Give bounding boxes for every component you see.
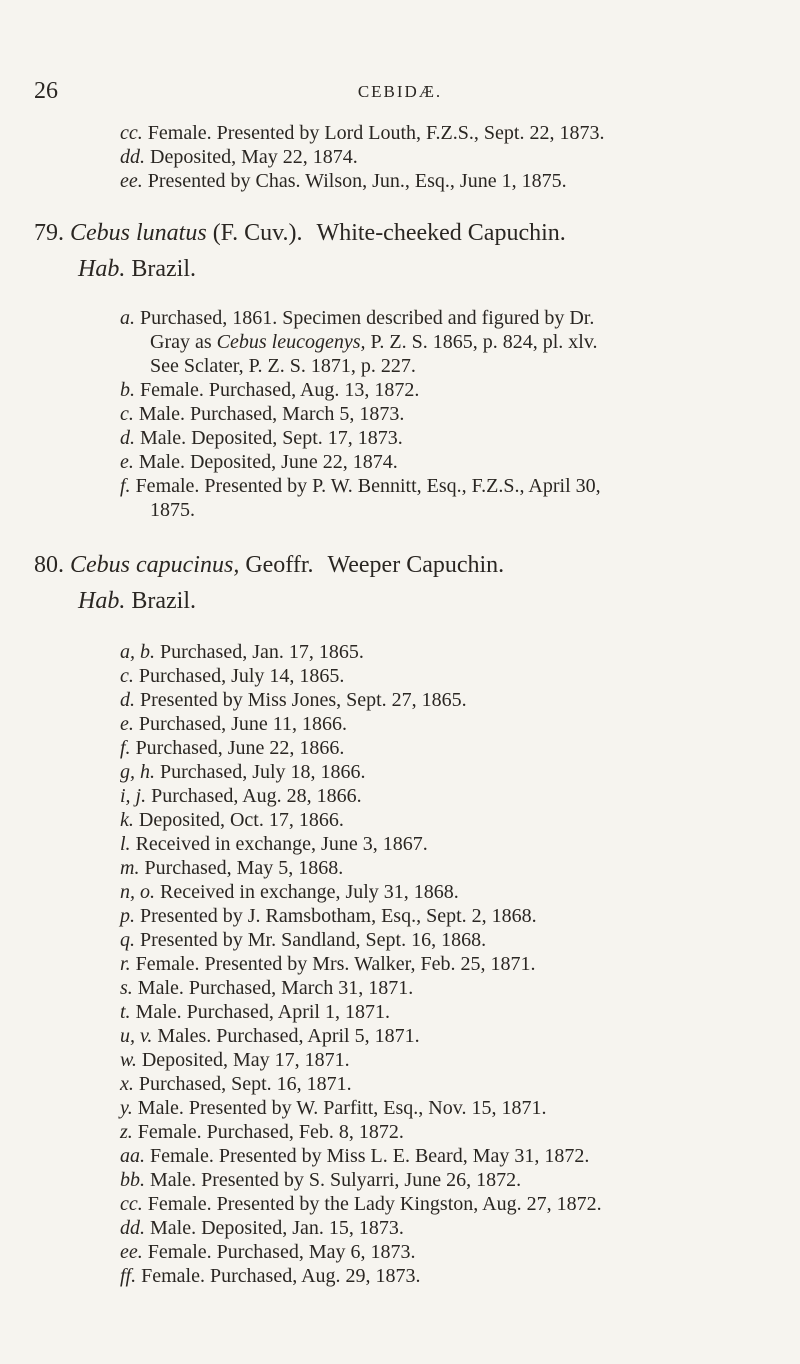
- entry-text: Gray as: [150, 331, 212, 353]
- entry-line: [120, 450, 398, 474]
- entry-label: dd.: [120, 146, 145, 168]
- entry-line: [120, 1216, 404, 1240]
- entry-label: n, o.: [120, 881, 155, 903]
- entry-continuation: [150, 330, 598, 354]
- entry-label: e.: [120, 713, 134, 735]
- species-number: 79.: [34, 220, 64, 246]
- entry-text: Received in exchange, June 3, 1867.: [135, 833, 428, 855]
- entry-label: r.: [120, 953, 131, 975]
- entry-text: 1875.: [150, 499, 195, 521]
- entry-line: [120, 145, 358, 169]
- entry-text: Deposited, May 22, 1874.: [150, 146, 358, 168]
- entry-label: cc.: [120, 122, 143, 144]
- entry-text: Male. Presented by W. Parfitt, Esq., Nov. 15, 1871.: [137, 1097, 547, 1119]
- hab-label: Hab.: [78, 588, 126, 614]
- entry-text: Presented by Mr. Sandland, Sept. 16, 1868.: [140, 929, 487, 951]
- entry-line: [120, 856, 343, 880]
- entry-text: Male. Deposited, June 22, 1874.: [138, 451, 398, 473]
- entry-text: Presented by Miss Jones, Sept. 27, 1865.: [140, 689, 467, 711]
- entry-line: [120, 1096, 546, 1120]
- entry-line: [120, 1144, 589, 1168]
- entry-line: [120, 952, 536, 976]
- entry-text: Female. Presented by the Lady Kingston, Aug. 27, 1872.: [147, 1193, 602, 1215]
- entry-label: d.: [120, 689, 135, 711]
- entry-label: aa.: [120, 1145, 145, 1167]
- species-latin-name: Cebus lunatus: [70, 220, 207, 246]
- entry-label: s.: [120, 977, 133, 999]
- entry-label: i, j.: [120, 785, 147, 807]
- species-latin-name: Cebus capucinus,: [70, 552, 240, 578]
- entry-label: c.: [120, 403, 134, 425]
- entry-line: [120, 688, 467, 712]
- entry-text: Female. Purchased, May 6, 1873.: [147, 1241, 416, 1263]
- entry-text: Purchased, 1861. Specimen described and figured by Dr.: [140, 307, 595, 329]
- entry-text: Male. Purchased, April 1, 1871.: [135, 1001, 390, 1023]
- page-header: [0, 78, 800, 110]
- entry-label: b.: [120, 379, 135, 401]
- entry-line: [120, 1000, 390, 1024]
- entry-line: [120, 1192, 602, 1216]
- species-80-habitat: [78, 586, 196, 616]
- species-common-name: White-cheeked Capuchin.: [316, 220, 566, 246]
- entry-line: [120, 121, 604, 145]
- entry-text: Male. Purchased, March 5, 1873.: [138, 403, 405, 425]
- entry-text: Purchased, July 14, 1865.: [138, 665, 345, 687]
- species-79-heading: [34, 218, 566, 248]
- entry-line: [120, 169, 567, 193]
- entry-label: ff.: [120, 1265, 137, 1287]
- entry-line: [120, 832, 428, 856]
- entry-label: e.: [120, 451, 134, 473]
- running-head: CEBIDÆ.: [357, 82, 443, 101]
- entry-label: x.: [120, 1073, 134, 1095]
- entry-text: Female. Presented by P. W. Bennitt, Esq., F.Z.S., April 30,: [135, 475, 601, 497]
- entry-label: g, h.: [120, 761, 155, 783]
- species-number: 80.: [34, 552, 64, 578]
- species-authority: Geoffr.: [245, 552, 314, 578]
- entry-text: Males. Purchased, April 5, 1871.: [157, 1025, 420, 1047]
- entry-label: bb.: [120, 1169, 145, 1191]
- entry-line: [120, 306, 594, 330]
- entry-text: Male. Purchased, March 31, 1871.: [137, 977, 414, 999]
- entry-line: [120, 928, 486, 952]
- entry-continuation: [150, 354, 416, 378]
- entry-label: a, b.: [120, 641, 155, 663]
- entry-text: Deposited, May 17, 1871.: [141, 1049, 350, 1071]
- entry-line: [120, 378, 419, 402]
- entry-line: [120, 712, 347, 736]
- entry-line: [120, 784, 362, 808]
- entry-line: [120, 1240, 416, 1264]
- entry-line: [120, 474, 601, 498]
- entry-label: d.: [120, 427, 135, 449]
- entry-text: Purchased, Sept. 16, 1871.: [138, 1073, 352, 1095]
- entry-label: a.: [120, 307, 135, 329]
- entry-line: [120, 736, 344, 760]
- entry-text: Deposited, Oct. 17, 1866.: [138, 809, 344, 831]
- entry-text: Male. Deposited, Sept. 17, 1873.: [140, 427, 403, 449]
- entry-text: Female. Purchased, Aug. 13, 1872.: [140, 379, 420, 401]
- entry-label: dd.: [120, 1217, 145, 1239]
- entry-line: [120, 1048, 350, 1072]
- entry-text: Female. Purchased, Aug. 29, 1873.: [141, 1265, 421, 1287]
- synonym-name: Cebus leucogenys,: [216, 331, 366, 353]
- entry-label: f.: [120, 475, 131, 497]
- entry-line: [120, 760, 366, 784]
- entry-line: [120, 426, 403, 450]
- entry-line: [120, 402, 404, 426]
- species-common-name: Weeper Capuchin.: [327, 552, 505, 578]
- entry-text: Female. Purchased, Feb. 8, 1872.: [137, 1121, 404, 1143]
- entry-text: Male. Presented by S. Sulyarri, June 26, 1872.: [150, 1169, 522, 1191]
- entry-text: Presented by J. Ramsbotham, Esq., Sept. 2, 1868.: [140, 905, 537, 927]
- entry-line: [120, 1120, 404, 1144]
- entry-text: Purchased, June 22, 1866.: [135, 737, 345, 759]
- entry-line: [120, 880, 459, 904]
- entry-line: [120, 1264, 421, 1288]
- hab-value: Brazil.: [131, 256, 196, 282]
- entry-label: u, v.: [120, 1025, 153, 1047]
- entry-text: Purchased, Jan. 17, 1865.: [160, 641, 364, 663]
- entry-label: cc.: [120, 1193, 143, 1215]
- entry-label: y.: [120, 1097, 133, 1119]
- entry-line: [120, 1072, 352, 1096]
- species-80-heading: [34, 550, 504, 580]
- entry-line: [120, 1024, 420, 1048]
- entry-line: [120, 976, 413, 1000]
- entry-text: Male. Deposited, Jan. 15, 1873.: [150, 1217, 404, 1239]
- entry-line: [120, 808, 344, 832]
- entry-label: p.: [120, 905, 135, 927]
- entry-text: Purchased, May 5, 1868.: [144, 857, 344, 879]
- entry-text: Purchased, Aug. 28, 1866.: [151, 785, 362, 807]
- entry-label: t.: [120, 1001, 131, 1023]
- entry-line: [120, 904, 537, 928]
- species-authority: (F. Cuv.).: [212, 220, 303, 246]
- entry-line: [120, 664, 344, 688]
- entry-label: f.: [120, 737, 131, 759]
- entry-text: Purchased, June 11, 1866.: [138, 713, 348, 735]
- entry-text: See Sclater, P. Z. S. 1871, p. 227.: [150, 355, 416, 377]
- entry-label: l.: [120, 833, 131, 855]
- entry-text: Received in exchange, July 31, 1868.: [160, 881, 459, 903]
- entry-continuation: [150, 498, 195, 522]
- entry-label: z.: [120, 1121, 133, 1143]
- hab-value: Brazil.: [131, 588, 196, 614]
- page-number: 26: [34, 78, 58, 104]
- entry-label: ee.: [120, 170, 143, 192]
- entry-text: Purchased, July 18, 1866.: [160, 761, 366, 783]
- entry-line: [120, 1168, 521, 1192]
- entry-label: q.: [120, 929, 135, 951]
- entry-text: Female. Presented by Miss L. E. Beard, May 31, 1872.: [150, 1145, 590, 1167]
- hab-label: Hab.: [78, 256, 126, 282]
- entry-label: w.: [120, 1049, 137, 1071]
- entry-label: k.: [120, 809, 134, 831]
- entry-label: c.: [120, 665, 134, 687]
- entry-text: Female. Presented by Lord Louth, F.Z.S., Sept. 22, 1873.: [147, 122, 605, 144]
- entry-text: P. Z. S. 1865, p. 824, pl. xlv.: [370, 331, 598, 353]
- entry-text: Presented by Chas. Wilson, Jun., Esq., June 1, 1875.: [147, 170, 567, 192]
- entry-label: m.: [120, 857, 140, 879]
- entry-text: Female. Presented by Mrs. Walker, Feb. 25, 1871.: [135, 953, 536, 975]
- entry-line: [120, 640, 364, 664]
- species-79-habitat: [78, 254, 196, 284]
- entry-label: ee.: [120, 1241, 143, 1263]
